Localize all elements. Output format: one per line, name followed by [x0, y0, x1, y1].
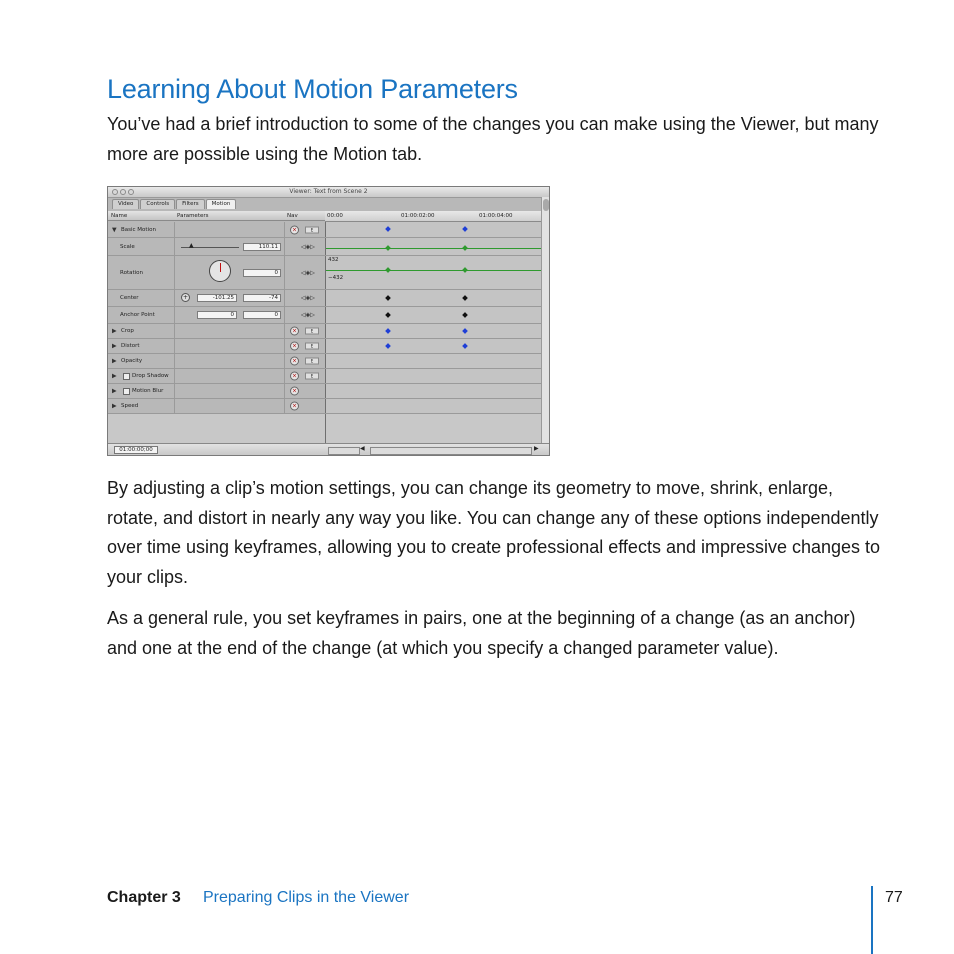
footer-section-link[interactable]: Preparing Clips in the Viewer [203, 889, 410, 906]
viewer-tabs [112, 199, 237, 209]
column-header-name[interactable]: Name [108, 211, 174, 221]
row-crop [108, 324, 541, 339]
column-header-parameters[interactable]: Parameters [174, 211, 284, 221]
rotation-dial[interactable] [209, 260, 231, 282]
tab-filters[interactable]: Filters [176, 199, 205, 209]
row-anchor-point [108, 307, 541, 324]
keyframe-marker[interactable] [462, 343, 468, 349]
row-scale [108, 238, 541, 256]
timeline-ruler[interactable] [325, 211, 541, 222]
menu-popup-icon[interactable]: E [305, 373, 319, 380]
motion-blur-label: Motion Blur [132, 388, 164, 394]
reset-icon[interactable]: × [291, 402, 298, 410]
scroll-right-icon[interactable]: ▶ [534, 445, 539, 452]
disclosure-triangle-closed-icon[interactable]: ▶ [112, 372, 117, 380]
menu-popup-icon[interactable]: E [305, 328, 319, 335]
viewer-window-title: Viewer: Text from Scene 2 [289, 188, 368, 195]
speed-label: Speed [121, 403, 139, 409]
row-basic-motion [108, 222, 541, 238]
disclosure-triangle-closed-icon[interactable]: ▶ [112, 327, 117, 335]
footer-chapter: Chapter 3 [107, 889, 181, 906]
disclosure-triangle-closed-icon[interactable]: ▶ [112, 402, 117, 410]
page-number: 77 [885, 889, 903, 906]
menu-popup-icon[interactable]: E [305, 226, 319, 233]
ruler-timecode-mid: 01:00:02:00 [401, 213, 435, 219]
scroll-left-icon[interactable]: ◀ [360, 445, 365, 452]
keyframe-marker[interactable] [385, 343, 391, 349]
tab-video[interactable]: Video [112, 199, 139, 209]
anchor-x-field[interactable]: 0 [197, 311, 237, 319]
crop-label: Crop [121, 328, 134, 334]
keyframe-marker[interactable] [385, 226, 391, 232]
timeline-divider [325, 414, 326, 443]
page-title: Learning About Motion Parameters [107, 74, 518, 104]
keyframe-marker[interactable] [462, 312, 468, 318]
center-label: Center [120, 295, 139, 301]
keyframe-navigation-icon[interactable]: ◁◈▷ [301, 269, 315, 276]
row-drop-shadow [108, 369, 541, 384]
basic-motion-label: Basic Motion [121, 226, 156, 233]
scale-label: Scale [120, 243, 135, 250]
keyframe-navigation-icon[interactable]: ◁◈▷ [301, 243, 315, 250]
menu-popup-icon[interactable]: E [305, 358, 319, 365]
keyframe-marker[interactable] [462, 295, 468, 301]
anchor-y-field[interactable]: 0 [243, 311, 281, 319]
tab-motion[interactable]: Motion [206, 199, 237, 209]
keyframe-marker[interactable] [462, 226, 468, 232]
keyframe-marker[interactable] [462, 267, 468, 273]
slider-thumb-icon[interactable]: ▲ [189, 242, 194, 249]
column-header-nav[interactable]: Nav [284, 211, 325, 221]
rotation-curve [326, 270, 542, 271]
reset-icon[interactable]: × [291, 372, 298, 380]
opacity-label: Opacity [121, 358, 143, 364]
scale-curve [326, 248, 542, 249]
rotation-value-field[interactable]: 0 [243, 269, 281, 277]
footer-divider [871, 886, 873, 954]
scrollbar-thumb[interactable] [543, 199, 549, 211]
zoom-slider[interactable] [328, 447, 360, 455]
drop-shadow-label: Drop Shadow [132, 373, 169, 379]
viewer-titlebar [108, 187, 549, 198]
row-distort [108, 339, 541, 354]
keyframe-marker[interactable] [385, 267, 391, 273]
ruler-timecode-start: 00:00 [327, 213, 343, 219]
crosshair-icon[interactable]: + [182, 294, 189, 301]
row-rotation [108, 256, 541, 290]
keyframe-navigation-icon[interactable]: ◁◈▷ [301, 294, 315, 302]
keyframe-marker[interactable] [385, 328, 391, 334]
intro-paragraph: You’ve had a brief introduction to some of the changes you can make using the Viewer, but many more are possible using the Motion tab. [107, 114, 879, 164]
row-center [108, 290, 541, 307]
reset-icon[interactable]: × [291, 327, 298, 335]
horizontal-scrollbar[interactable] [370, 447, 532, 455]
rotation-label: Rotation [120, 269, 144, 276]
keyframe-marker[interactable] [385, 245, 391, 251]
drop-shadow-checkbox[interactable] [123, 373, 130, 380]
scale-value-field[interactable]: 110.11 [243, 243, 281, 251]
viewer-footer-bar [108, 443, 549, 456]
center-x-field[interactable]: -101.25 [197, 294, 237, 302]
menu-popup-icon[interactable]: E [305, 343, 319, 350]
keyframe-marker[interactable] [385, 312, 391, 318]
row-speed [108, 399, 541, 414]
row-motion-blur [108, 384, 541, 399]
rotation-max-label: 432 [328, 257, 339, 263]
current-timecode-field[interactable]: 01:00:00;00 [114, 446, 158, 454]
ruler-timecode-end: 01:00:04:00 [479, 213, 513, 219]
rotation-min-label: −432 [328, 275, 344, 281]
reset-icon[interactable]: × [291, 226, 298, 233]
disclosure-triangle-closed-icon[interactable]: ▶ [112, 387, 117, 395]
disclosure-triangle-closed-icon[interactable]: ▶ [112, 357, 117, 365]
reset-icon[interactable]: × [291, 387, 298, 395]
keyframe-marker[interactable] [385, 295, 391, 301]
reset-icon[interactable]: × [291, 342, 298, 350]
tab-controls[interactable]: Controls [140, 199, 175, 209]
keyframe-navigation-icon[interactable]: ◁◈▷ [301, 311, 315, 319]
reset-icon[interactable]: × [291, 357, 298, 365]
keyframe-marker[interactable] [462, 328, 468, 334]
keyframe-marker[interactable] [462, 245, 468, 251]
disclosure-triangle-closed-icon[interactable]: ▶ [112, 342, 117, 350]
vertical-scrollbar[interactable] [541, 197, 550, 443]
body-paragraph-1: By adjusting a clip’s motion settings, you can change its geometry to move, shrink, enlarge, rotate, and distort in nearly any way you like. You can change any of these options independently over time using keyframes, allowing you to create professional effects and impressive changes to your clips. [107, 478, 881, 587]
row-opacity [108, 354, 541, 369]
viewer-window-screenshot [107, 186, 550, 456]
disclosure-triangle-open-icon[interactable]: ▼ [112, 226, 117, 233]
empty-parameter-area [108, 414, 541, 443]
distort-label: Distort [121, 343, 140, 349]
rotation-dial-indicator [220, 263, 221, 272]
body-paragraph-2: As a general rule, you set keyframes in pairs, one at the beginning of a change (as an anchor) and one at the end of the change (at which you specify a changed parameter value). [107, 608, 856, 658]
center-y-field[interactable]: -74 [243, 294, 281, 302]
anchor-point-label: Anchor Point [120, 312, 155, 318]
motion-blur-checkbox[interactable] [123, 388, 130, 395]
